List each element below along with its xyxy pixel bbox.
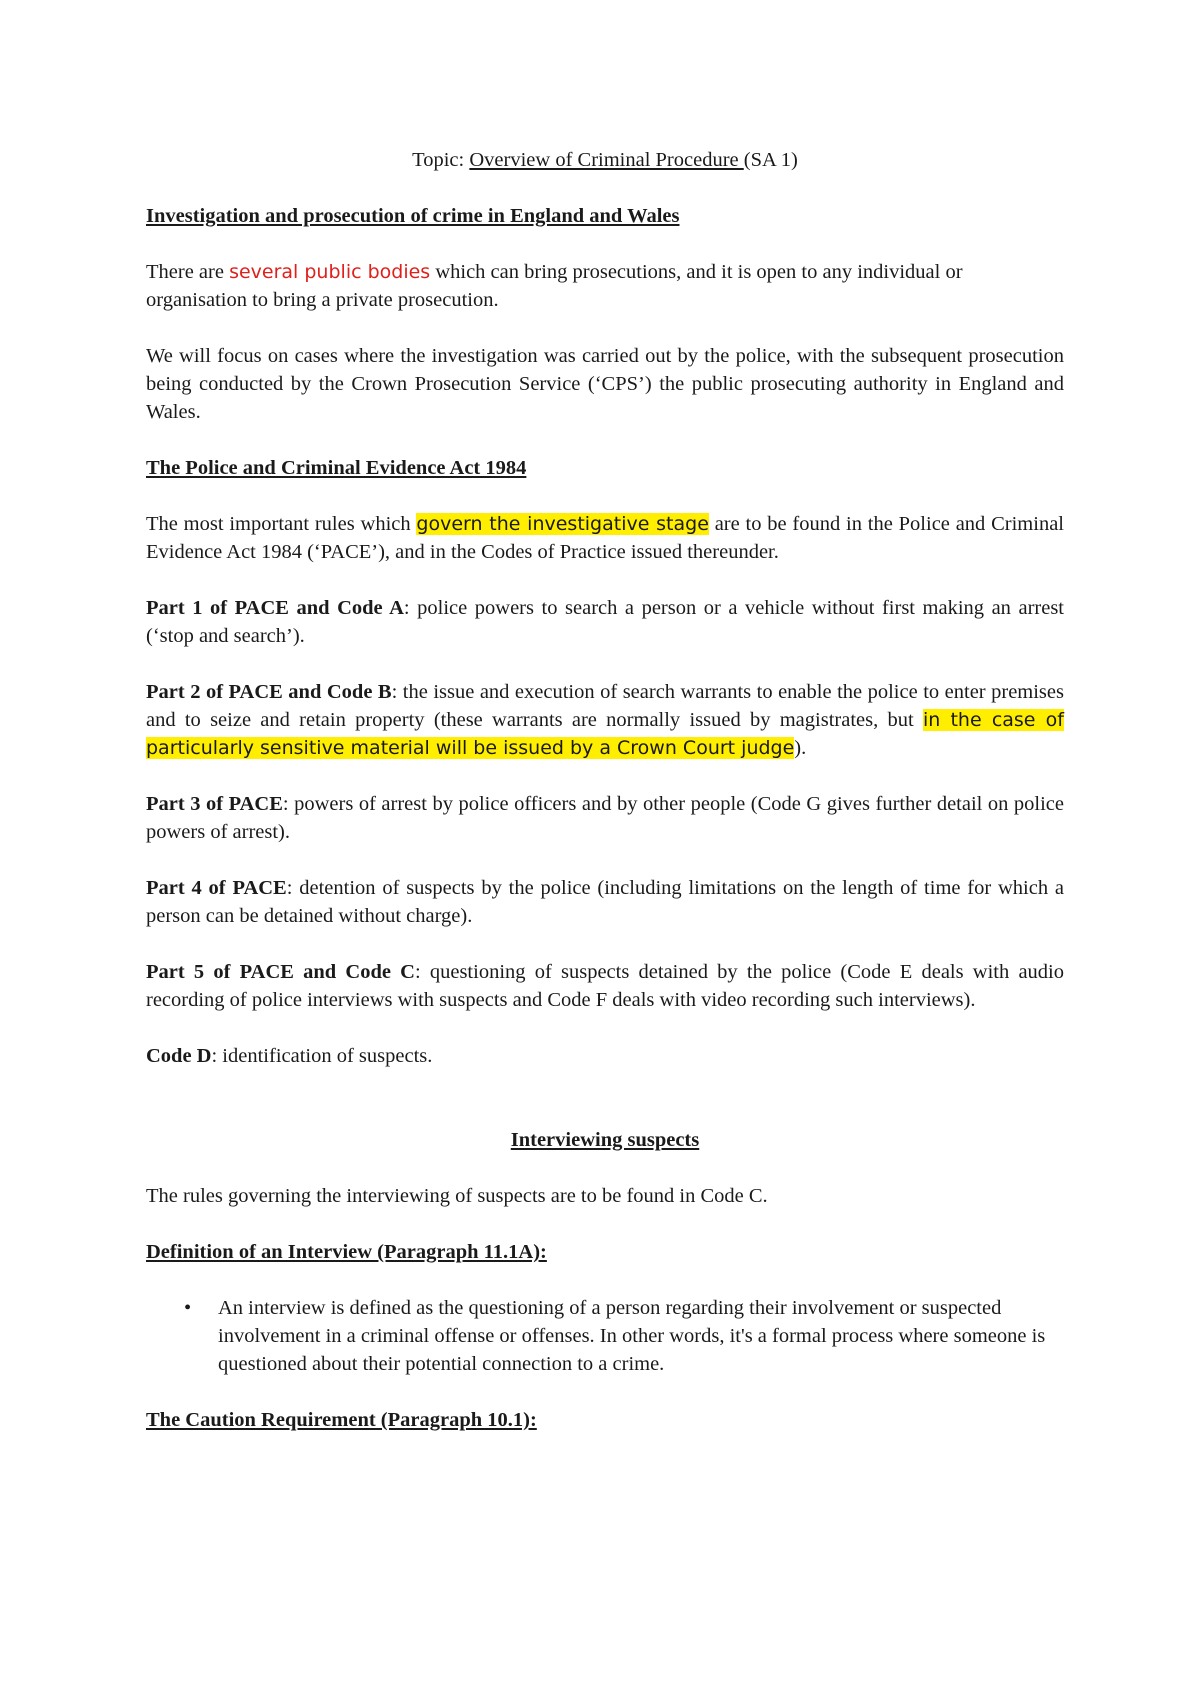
title-prefix: Topic:: [412, 149, 470, 171]
part1-text: : police powers to search a person or a vehicle without first making an arrest (‘stop and search’).: [146, 597, 1064, 647]
title-main: Overview of Criminal Procedure: [469, 149, 744, 171]
highlight-investigative-stage: govern the investigative stage: [416, 513, 709, 535]
text-run: which can bring prosecutions, and it is open to any individual or organisation to bring a private prosecution.: [146, 261, 963, 311]
part4-text: : detention of suspects by the police (including limitations on the length of time for which a person can be detained without charge).: [146, 877, 1065, 927]
part2-label: Part 2 of PACE and Code B: [146, 681, 392, 703]
document-body: [146, 146, 1064, 1462]
part5-label: Part 5 of PACE and Code C: [146, 961, 415, 983]
part2-text-end: ).: [794, 737, 807, 759]
bullet-list: [146, 1294, 1064, 1378]
list-item-text: An interview is defined as the questioning of a person regarding their involvement or suspected involvement in a criminal offense or offenses. In other words, it's a formal process where someone is questioned about their potential connection to a crime.: [218, 1297, 1046, 1375]
text-run: There are: [146, 261, 230, 283]
section-heading-pace: The Police and Criminal Evidence Act 1984: [146, 457, 527, 479]
part5-text: : questioning of suspects detained by the police (Code E deals with audio recording of police interviews with suspects and Code F deals with video recording such interviews).: [146, 961, 1064, 1011]
text-run: The most important rules which: [146, 513, 417, 535]
subheading-definition: Definition of an Interview (Paragraph 11.1A):: [146, 1241, 547, 1263]
list-item: [146, 1294, 1064, 1378]
paragraph-focus: We will focus on cases where the investigation was carried out by the police, with the subsequent prosecution being conducted by the Crown Prosecution Service (‘CPS’) the public prosecuting authority in England and Wales.: [146, 345, 1064, 423]
red-text-public-bodies: several public bodies: [229, 261, 431, 283]
part1-label: Part 1 of PACE and Code A: [146, 597, 404, 619]
code-d-label: Code D: [146, 1045, 212, 1067]
part4-label: Part 4 of PACE: [146, 877, 287, 899]
title-suffix: (SA 1): [743, 149, 798, 171]
paragraph-code-d: [146, 1042, 1064, 1070]
section-heading-interviewing: Interviewing suspects: [510, 1129, 700, 1151]
paragraph-public-bodies: [146, 258, 1064, 314]
page-title: [146, 146, 1064, 174]
highlight-crown-court: in the case of particularly sensitive material will be issued by a Crown Court judge: [146, 709, 1064, 759]
spacer: [146, 1098, 1064, 1126]
paragraph-part2: [146, 678, 1064, 762]
bullet-icon: •: [184, 1297, 192, 1319]
paragraph-part1: [146, 594, 1064, 650]
paragraph-code-c: The rules governing the interviewing of suspects are to be found in Code C.: [146, 1185, 768, 1207]
text-run: are to be found in the Police and Criminal Evidence Act 1984 (‘PACE’), and in the Codes of Practice issued thereunder.: [146, 513, 1064, 563]
paragraph-part5: [146, 958, 1064, 1014]
part2-text: : the issue and execution of search warrants to enable the police to enter premises and to seize and retain property (these warrants are normally issued by magistrates, but: [146, 681, 1064, 731]
code-d-text: : identification of suspects.: [211, 1045, 433, 1067]
paragraph-part4: [146, 874, 1064, 930]
paragraph-pace-intro: [146, 510, 1064, 566]
subheading-caution: The Caution Requirement (Paragraph 10.1):: [146, 1409, 537, 1431]
part3-label: Part 3 of PACE: [146, 793, 283, 815]
paragraph-part3: [146, 790, 1064, 846]
part3-text: : powers of arrest by police officers and by other people (Code G gives further detail on police powers of arrest).: [146, 793, 1064, 843]
section-heading-investigation: Investigation and prosecution of crime in England and Wales: [146, 205, 680, 227]
